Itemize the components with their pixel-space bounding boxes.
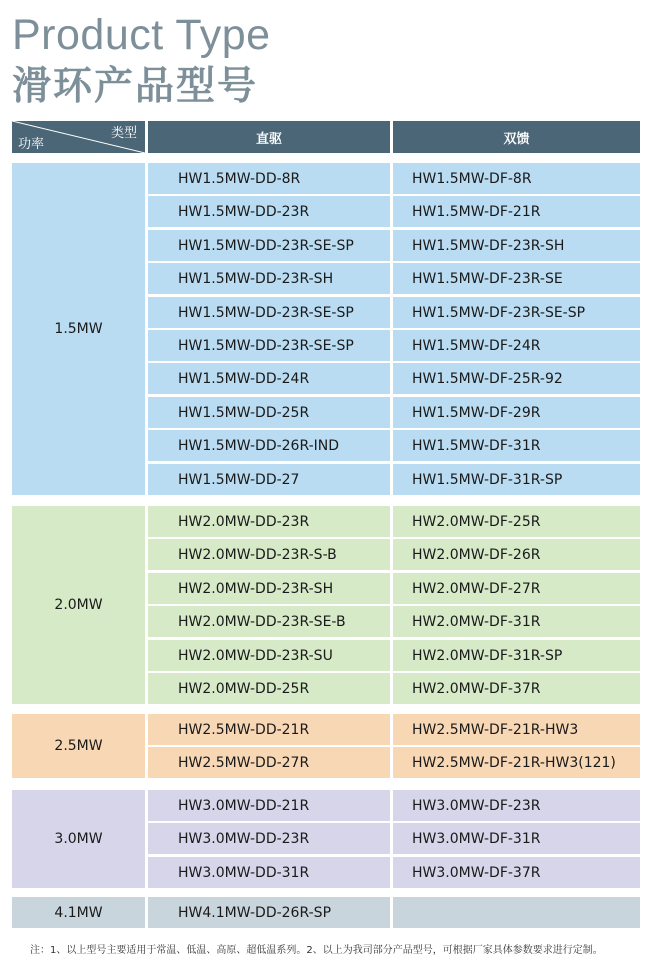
doubly-fed-model-cell: HW3.0MW-DF-23R [393, 790, 640, 821]
direct-drive-model-cell: HW2.0MW-DD-23R [148, 506, 390, 537]
doubly-fed-model-cell: HW2.0MW-DF-25R [393, 506, 640, 537]
power-rating-label: 2.5MW [12, 714, 145, 778]
doubly-fed-model-cell: HW1.5MW-DF-31R-SP [393, 464, 640, 495]
doubly-fed-model-cell: HW1.5MW-DF-24R [393, 330, 640, 361]
header-doubly-fed: 双馈 [393, 121, 640, 153]
direct-drive-model-cell: HW1.5MW-DD-27 [148, 464, 390, 495]
direct-drive-model-cell: HW3.0MW-DD-21R [148, 790, 390, 821]
doubly-fed-model-cell: HW1.5MW-DF-29R [393, 397, 640, 428]
doubly-fed-model-cell: HW1.5MW-DF-31R [393, 430, 640, 461]
direct-drive-model-cell: HW2.0MW-DD-23R-S-B [148, 539, 390, 570]
doubly-fed-model-cell: HW2.0MW-DF-26R [393, 539, 640, 570]
direct-drive-model-cell: HW2.0MW-DD-23R-SE-B [148, 606, 390, 637]
direct-drive-model-cell: HW1.5MW-DD-8R [148, 163, 390, 194]
footnote: 注：1、以上型号主要适用于常温、低温、高原、超低温系列。2、以上为我司部分产品型号，可根据厂家具体参数要求进行定制。 [30, 945, 603, 956]
doubly-fed-model-cell: HW1.5MW-DF-25R-92 [393, 363, 640, 394]
doubly-fed-model-cell: HW2.0MW-DF-27R [393, 573, 640, 604]
power-rating-label: 2.0MW [12, 506, 145, 704]
title-chinese: 滑环产品型号 [12, 64, 259, 109]
doubly-fed-model-cell [393, 897, 640, 928]
power-rating-label: 3.0MW [12, 790, 145, 888]
power-rating-label: 4.1MW [12, 897, 145, 928]
doubly-fed-model-cell: HW2.0MW-DF-37R [393, 673, 640, 704]
direct-drive-model-cell: HW1.5MW-DD-23R-SE-SP [148, 297, 390, 328]
direct-drive-model-cell: HW2.0MW-DD-23R-SU [148, 640, 390, 671]
doubly-fed-model-cell: HW1.5MW-DF-21R [393, 196, 640, 227]
direct-drive-model-cell: HW2.5MW-DD-27R [148, 747, 390, 778]
direct-drive-model-cell: HW1.5MW-DD-26R-IND [148, 430, 390, 461]
direct-drive-model-cell: HW2.0MW-DD-25R [148, 673, 390, 704]
header-corner-cell [12, 121, 145, 153]
direct-drive-model-cell: HW1.5MW-DD-23R-SE-SP [148, 330, 390, 361]
doubly-fed-model-cell: HW2.0MW-DF-31R [393, 606, 640, 637]
direct-drive-model-cell: HW2.0MW-DD-23R-SH [148, 573, 390, 604]
doubly-fed-model-cell: HW1.5MW-DF-8R [393, 163, 640, 194]
doubly-fed-model-cell: HW2.0MW-DF-31R-SP [393, 640, 640, 671]
direct-drive-model-cell: HW4.1MW-DD-26R-SP [148, 897, 390, 928]
header-power-label: 功率 [18, 137, 45, 152]
direct-drive-model-cell: HW2.5MW-DD-21R [148, 714, 390, 745]
direct-drive-model-cell: HW3.0MW-DD-31R [148, 857, 390, 888]
doubly-fed-model-cell: HW3.0MW-DF-37R [393, 857, 640, 888]
direct-drive-model-cell: HW3.0MW-DD-23R [148, 823, 390, 854]
doubly-fed-model-cell: HW1.5MW-DF-23R-SE-SP [393, 297, 640, 328]
header-direct-drive: 直驱 [148, 121, 390, 153]
header-type-label: 类型 [110, 126, 137, 141]
direct-drive-model-cell: HW1.5MW-DD-24R [148, 363, 390, 394]
direct-drive-model-cell: HW1.5MW-DD-23R [148, 196, 390, 227]
power-rating-label: 1.5MW [12, 163, 145, 495]
direct-drive-model-cell: HW1.5MW-DD-23R-SH [148, 263, 390, 294]
doubly-fed-model-cell: HW2.5MW-DF-21R-HW3 [393, 714, 640, 745]
title-english: Product Type [12, 11, 271, 59]
doubly-fed-model-cell: HW3.0MW-DF-31R [393, 823, 640, 854]
direct-drive-model-cell: HW1.5MW-DD-23R-SE-SP [148, 230, 390, 261]
doubly-fed-model-cell: HW1.5MW-DF-23R-SE [393, 263, 640, 294]
direct-drive-model-cell: HW1.5MW-DD-25R [148, 397, 390, 428]
doubly-fed-model-cell: HW1.5MW-DF-23R-SH [393, 230, 640, 261]
doubly-fed-model-cell: HW2.5MW-DF-21R-HW3(121) [393, 747, 640, 778]
